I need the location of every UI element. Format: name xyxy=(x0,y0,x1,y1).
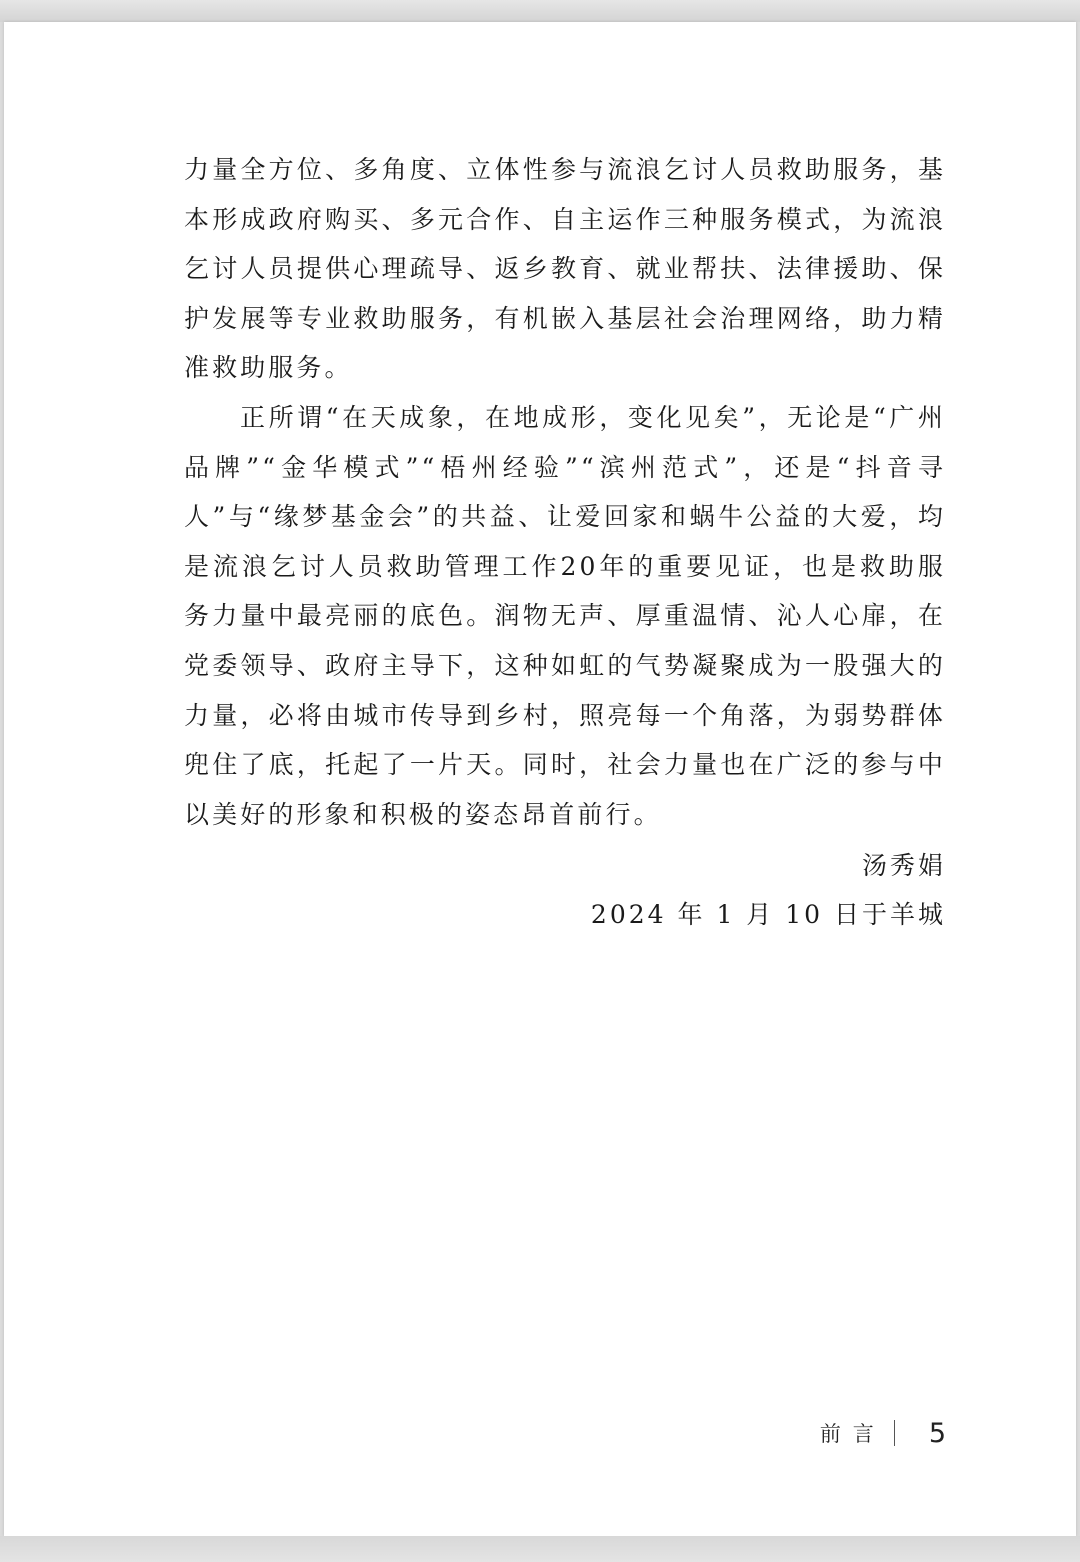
paragraph-2: 正所谓“在天成象，在地成形，变化见矣”，无论是“广州品牌”“金华模式”“梧州经验”“滨州范式”，还是“抖音寻人”与“缘梦基金会”的共益、让爱回家和蜗牛公益的大爱，均是流浪乞讨人员救助管理工作20年的重要见证，也是救助服务力量中最亮丽的底色。润物无声、厚重温情、沁人心扉，在党委领导、政府主导下，这种如虹的气势凝聚成为一股强大的力量，必将由城市传导到乡村，照亮每一个角落，为弱势群体兜住了底，托起了一片天。同时，社会力量也在广泛的参与中以美好的形象和积极的姿态昂首前行。 xyxy=(184,402,946,829)
page-top-edge xyxy=(0,0,1080,22)
page-number: 5 xyxy=(928,1417,946,1449)
footer-section-title: 前言 xyxy=(819,1422,886,1446)
footer-divider xyxy=(894,1420,895,1446)
date-place: 2024 年 1 月 10 日于羊城 xyxy=(590,900,946,929)
paragraph-1: 力量全方位、多角度、立体性参与流浪乞讨人员救助服务，基本形成政府购买、多元合作、自主运作三种服务模式，为流浪乞讨人员提供心理疏导、返乡教育、就业帮扶、法律援助、保护发展等专业救助服务，有机嵌入基层社会治理网络，助力精准救助服务。 xyxy=(184,155,946,383)
body-text xyxy=(184,145,946,839)
page-footer xyxy=(820,1413,946,1453)
page-bottom-edge xyxy=(0,1536,1080,1562)
signature-block xyxy=(591,841,946,939)
author-name: 汤秀娟 xyxy=(861,851,946,880)
